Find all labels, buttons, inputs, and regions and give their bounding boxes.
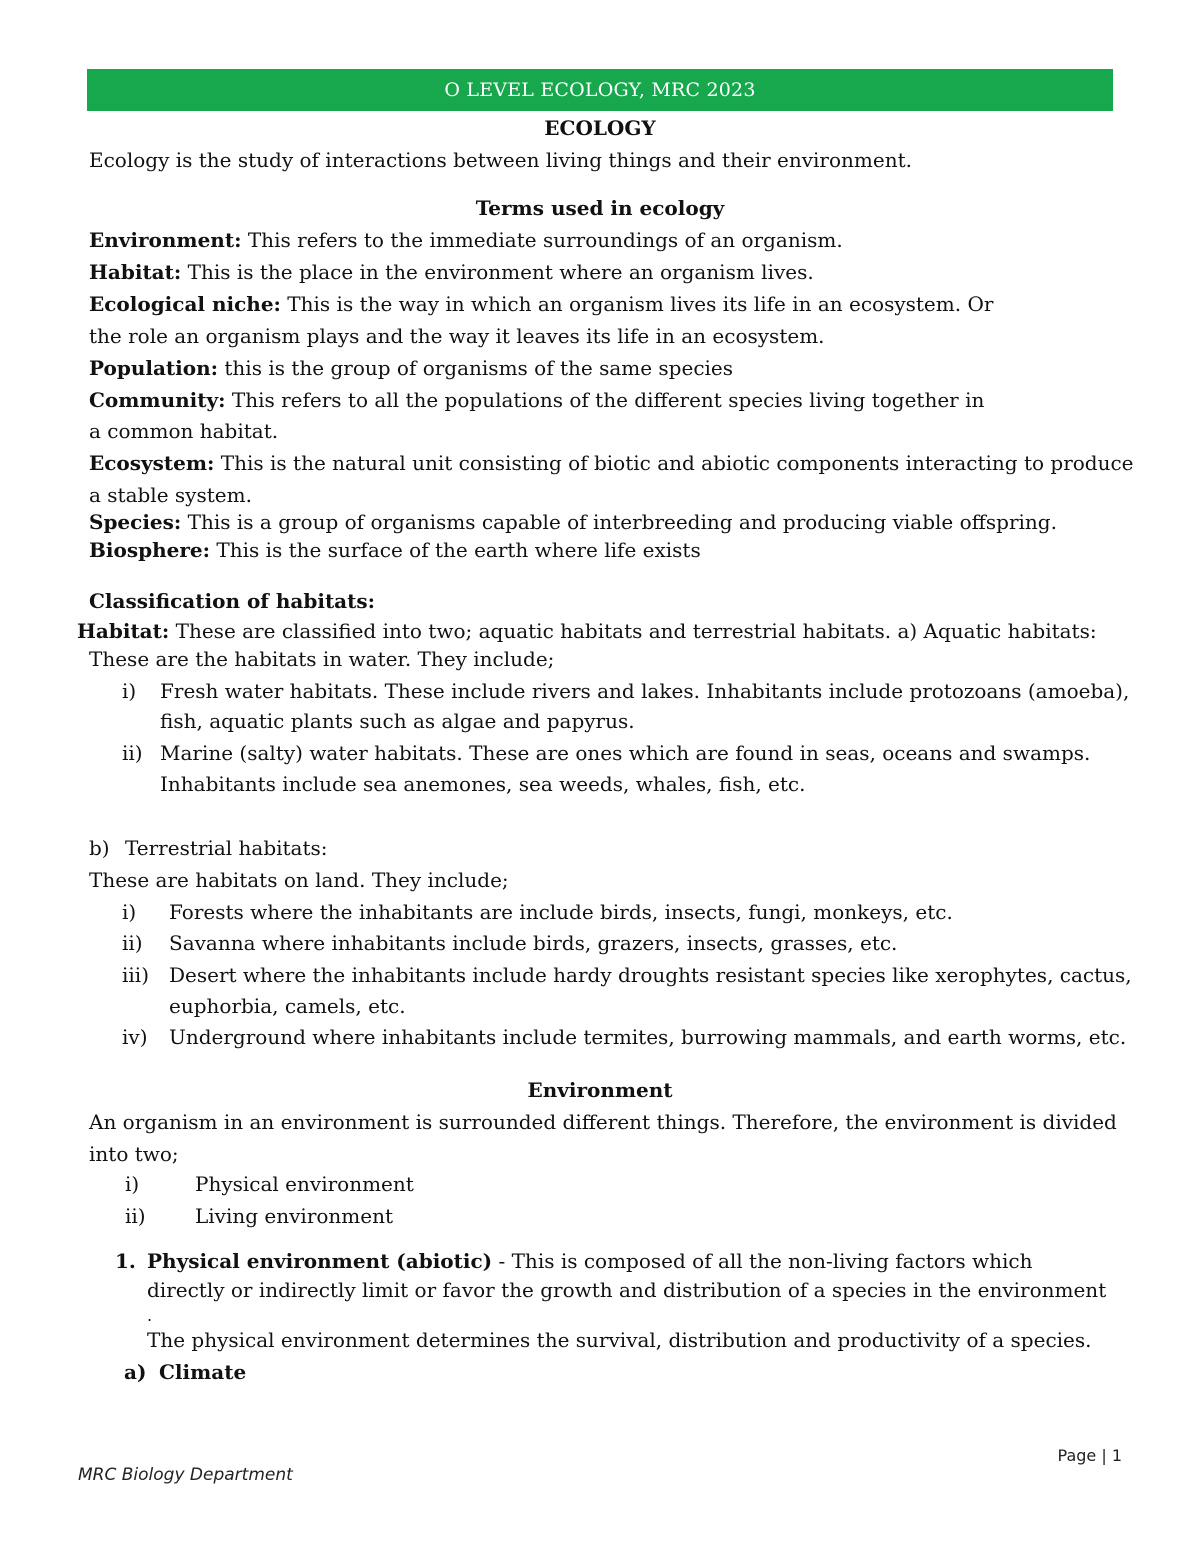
list-number: i)	[125, 1172, 140, 1196]
list-number: ii)	[122, 741, 143, 765]
term-label: Ecological niche:	[89, 292, 281, 316]
list-number: iii)	[122, 963, 149, 987]
physical-label: Physical environment (abiotic)	[147, 1249, 493, 1273]
term-label: Habitat:	[77, 619, 170, 643]
term-text: This is the way in which an organism lives its life in an ecosystem. Or	[280, 292, 994, 316]
environment-type-1	[125, 1169, 1155, 1200]
terms-heading: Terms used in ecology	[475, 196, 725, 220]
term-species	[89, 507, 1119, 538]
term-community	[89, 385, 1119, 416]
term-label: Species:	[89, 510, 182, 534]
term-community-cont: a common habitat.	[89, 419, 279, 443]
term-text: This refers to all the populations of the different species living together in	[225, 388, 985, 412]
list-number: i)	[122, 900, 137, 924]
page-number: Page | 1	[1057, 1446, 1122, 1465]
terrestrial-heading	[89, 833, 1119, 864]
term-text: This refers to the immediate surroundings of an organism.	[241, 228, 843, 252]
list-number: b)	[89, 836, 110, 860]
term-biosphere	[89, 535, 1119, 566]
list-number: i)	[122, 679, 137, 703]
physical-text-cont: directly or indirectly limit or favor the growth and distribution of a species in the environment	[147, 1278, 1107, 1302]
list-number: ii)	[125, 1204, 146, 1228]
term-ecosystem-cont: a stable system.	[89, 483, 252, 507]
term-habitat	[89, 257, 1119, 288]
list-number: ii)	[122, 931, 143, 955]
list-item-aquatic-2	[122, 738, 1152, 769]
environment-heading: Environment	[527, 1078, 673, 1102]
ecology-definition: Ecology is the study of interactions between living things and their environment.	[89, 148, 912, 172]
list-text: Terrestrial habitats:	[125, 836, 328, 860]
term-population	[89, 353, 1119, 384]
environment-intro-cont: into two;	[89, 1142, 179, 1166]
term-niche	[89, 289, 1119, 320]
list-text: Fresh water habitats. These include rivers and lakes. Inhabitants include protozoans (amoeba),	[160, 679, 1130, 703]
physical-environment-item	[115, 1246, 1145, 1277]
aquatic-intro: These are the habitats in water. They include;	[89, 647, 555, 671]
list-item-terrestrial-3	[122, 960, 1152, 991]
environment-intro: An organism in an environment is surrounded different things. Therefore, the environment is divided	[89, 1110, 1117, 1134]
term-label: Community:	[89, 388, 226, 412]
list-item-aquatic-1-cont: fish, aquatic plants such as algae and papyrus.	[160, 709, 635, 733]
physical-text: This is composed of all the non-living factors which	[511, 1249, 1033, 1273]
list-item-aquatic-2-cont: Inhabitants include sea anemones, sea weeds, whales, fish, etc.	[160, 772, 806, 796]
term-label: Population:	[89, 356, 219, 380]
term-ecosystem	[89, 448, 1134, 479]
list-text: Physical environment	[195, 1172, 414, 1196]
list-number: 1.	[115, 1249, 136, 1273]
physical-text-summary: The physical environment determines the survival, distribution and productivity of a species.	[147, 1328, 1092, 1352]
term-text: This is the place in the environment where an organism lives.	[181, 260, 814, 284]
term-environment	[89, 225, 1119, 256]
list-item-aquatic-1	[122, 676, 1152, 707]
term-niche-cont: the role an organism plays and the way it leaves its life in an ecosystem.	[89, 324, 825, 348]
term-text: this is the group of organisms of the same species	[218, 356, 734, 380]
list-number: iv)	[122, 1025, 148, 1049]
list-text: Desert where the inhabitants include hardy droughts resistant species like xerophytes, cactus,	[169, 963, 1132, 987]
section-title-ecology: ECOLOGY	[544, 116, 656, 140]
list-text: Living environment	[195, 1204, 394, 1228]
physical-text-dot: .	[147, 1306, 153, 1325]
list-text: Marine (salty) water habitats. These are ones which are found in seas, oceans and swamps.	[160, 741, 1091, 765]
physical-sep: -	[492, 1249, 512, 1273]
term-label: Biosphere:	[89, 538, 210, 562]
term-label: Habitat:	[89, 260, 182, 284]
list-item-terrestrial-1	[122, 897, 1152, 928]
list-item-terrestrial-2	[122, 928, 1152, 959]
classification-habitat	[77, 616, 1107, 647]
footer-department: MRC Biology Department	[78, 1465, 293, 1485]
classification-heading: Classification of habitats:	[89, 589, 376, 613]
term-text: These are classified into two; aquatic habitats and terrestrial habitats. a) Aquatic habitats:	[169, 619, 1097, 643]
climate-heading	[124, 1357, 1154, 1388]
list-text: Underground where inhabitants include termites, burrowing mammals, and earth worms, etc.	[169, 1025, 1127, 1049]
terrestrial-intro: These are habitats on land. They include;	[89, 868, 509, 892]
header-banner: O LEVEL ECOLOGY, MRC 2023	[87, 69, 1113, 111]
list-item-terrestrial-4	[122, 1022, 1152, 1053]
term-text: This is the natural unit consisting of biotic and abiotic components interacting to produce	[214, 451, 1134, 475]
term-label: Ecosystem:	[89, 451, 215, 475]
list-item-terrestrial-3-cont: euphorbia, camels, etc.	[169, 994, 406, 1018]
list-text: Savanna where inhabitants include birds, grazers, insects, grasses, etc.	[169, 931, 898, 955]
list-text: Forests where the inhabitants are include birds, insects, fungi, monkeys, etc.	[169, 900, 953, 924]
term-label: Environment:	[89, 228, 242, 252]
list-number: a)	[124, 1360, 147, 1384]
environment-type-2	[125, 1201, 1155, 1232]
term-text: This is the surface of the earth where life exists	[210, 538, 701, 562]
list-text: Climate	[159, 1360, 247, 1384]
term-text: This is a group of organisms capable of interbreeding and producing viable offspring.	[181, 510, 1057, 534]
